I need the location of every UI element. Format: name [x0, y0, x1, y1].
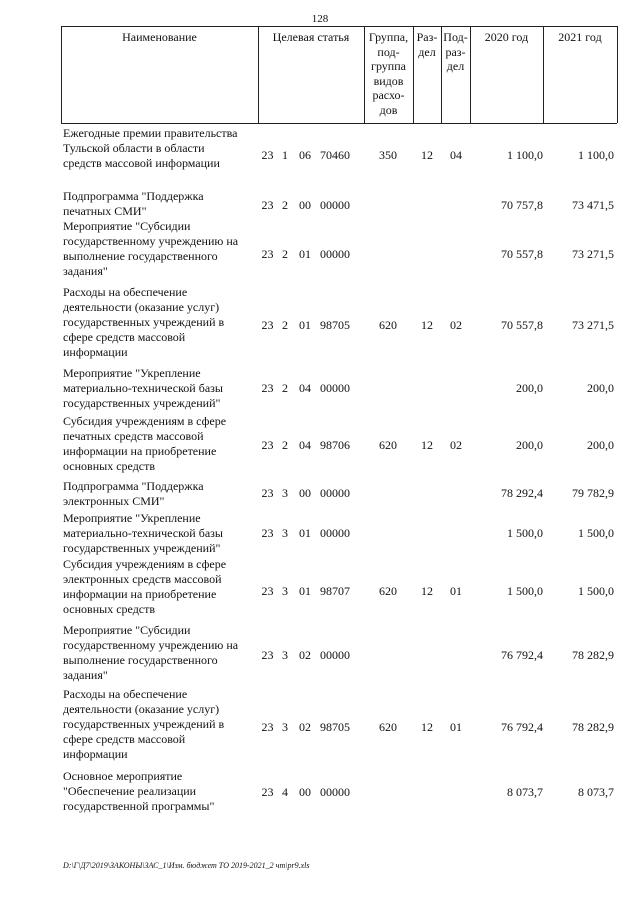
row-value-2020: 70 557,8 [501, 247, 543, 261]
row-name: Субсидия учреждениям в сфере печатных средств массовой информации на приобретение основных средств [63, 414, 227, 473]
row-section: 12 [421, 438, 433, 452]
row-value-2020: 200,0 [516, 438, 543, 452]
row-target-direction: 00000 [320, 526, 350, 540]
row-value-2021: 200,0 [587, 381, 614, 395]
row-target-program: 23 [261, 720, 274, 734]
row-subsection: 02 [450, 318, 462, 332]
row-name: Мероприятие "Субсидии государственному учреждению на выполнение государственного задания" [63, 219, 239, 278]
row-target-subprogram: 4 [282, 785, 288, 799]
row-target-event: 01 [299, 584, 311, 598]
table-top-border [61, 26, 617, 27]
row-target-subprogram: 3 [282, 648, 288, 662]
row-target-direction: 98705 [320, 318, 350, 332]
row-value-2021: 78 282,9 [572, 720, 614, 734]
row-section: 12 [421, 318, 433, 332]
row-target-event: 00 [299, 486, 311, 500]
row-target-subprogram: 2 [282, 198, 288, 212]
row-target-direction: 00000 [320, 198, 350, 212]
row-value-2021: 79 782,9 [572, 486, 614, 500]
row-target-event: 04 [299, 381, 311, 395]
row-target-subprogram: 2 [282, 438, 288, 452]
row-name: Мероприятие "Укрепление материально-технической базы государственных учреждений" [63, 511, 223, 555]
row-target-subprogram: 2 [282, 247, 288, 261]
row-target-event: 00 [299, 198, 311, 212]
row-expense-group: 350 [379, 148, 397, 162]
row-subsection: 02 [450, 438, 462, 452]
row-value-2021: 1 100,0 [578, 148, 614, 162]
row-target-subprogram: 3 [282, 526, 288, 540]
row-expense-group: 620 [379, 438, 397, 452]
row-target-direction: 98707 [320, 584, 350, 598]
row-target-event: 00 [299, 785, 311, 799]
row-target-program: 23 [261, 526, 274, 540]
row-value-2020: 1 100,0 [507, 148, 543, 162]
row-target-direction: 00000 [320, 381, 350, 395]
row-name: Субсидия учреждениям в сфере электронных средств массовой информации на приобретение основных средств [63, 557, 227, 616]
row-target-event: 02 [299, 720, 311, 734]
row-subsection: 04 [450, 148, 462, 162]
row-target-direction: 00000 [320, 486, 350, 500]
row-target-direction: 98706 [320, 438, 350, 452]
row-name: Мероприятие "Укрепление материально-технической базы государственных учреждений" [63, 366, 223, 410]
row-value-2020: 200,0 [516, 381, 543, 395]
row-value-2020: 70 757,8 [501, 198, 543, 212]
row-target-event: 06 [299, 148, 311, 162]
row-value-2021: 200,0 [587, 438, 614, 452]
row-target-subprogram: 3 [282, 720, 288, 734]
row-value-2020: 8 073,7 [507, 785, 543, 799]
row-target-direction: 98705 [320, 720, 350, 734]
row-value-2021: 73 271,5 [572, 318, 614, 332]
row-target-event: 01 [299, 318, 311, 332]
header-year-2020: 2020 год [484, 30, 529, 44]
row-subsection: 01 [450, 584, 462, 598]
row-target-subprogram: 1 [282, 148, 288, 162]
row-target-direction: 00000 [320, 247, 350, 261]
row-target-program: 23 [261, 785, 274, 799]
row-value-2021: 1 500,0 [578, 584, 614, 598]
row-section: 12 [421, 148, 433, 162]
row-expense-group: 620 [379, 720, 397, 734]
row-name: Подпрограмма "Поддержка электронных СМИ" [63, 479, 204, 508]
row-value-2020: 1 500,0 [507, 526, 543, 540]
row-target-program: 23 [261, 381, 274, 395]
row-value-2020: 78 292,4 [501, 486, 543, 500]
row-value-2020: 76 792,4 [501, 720, 543, 734]
row-target-program: 23 [261, 486, 274, 500]
row-target-subprogram: 3 [282, 584, 288, 598]
header-bottom-border [61, 123, 617, 124]
row-name: Расходы на обеспечение деятельности (оказание услуг) государственных учреждений в сфере средств массовой информации [63, 285, 225, 359]
row-name: Мероприятие "Субсидии государственному учреждению на выполнение государственного задания" [63, 623, 239, 682]
row-target-program: 23 [261, 438, 274, 452]
row-target-event: 04 [299, 438, 311, 452]
row-target-program: 23 [261, 198, 274, 212]
row-value-2021: 8 073,7 [578, 785, 614, 799]
row-target-direction: 00000 [320, 785, 350, 799]
row-name: Подпрограмма "Поддержка печатных СМИ" [63, 189, 204, 218]
row-value-2020: 76 792,4 [501, 648, 543, 662]
row-subsection: 01 [450, 720, 462, 734]
row-section: 12 [421, 584, 433, 598]
header-name: Наименование [122, 30, 197, 44]
page-number: 128 [311, 13, 329, 25]
row-value-2021: 73 271,5 [572, 247, 614, 261]
row-name: Основное мероприятие "Обеспечение реализации государственной программы" [63, 769, 215, 813]
row-target-program: 23 [261, 648, 274, 662]
row-expense-group: 620 [379, 318, 397, 332]
row-name: Ежегодные премии правительства Тульской области в области средств массовой информации [63, 126, 238, 170]
header-year-2021: 2021 год [558, 30, 602, 44]
header-divider [617, 26, 618, 123]
row-target-program: 23 [261, 247, 274, 261]
row-target-subprogram: 2 [282, 318, 288, 332]
row-target-program: 23 [261, 318, 274, 332]
row-target-event: 01 [299, 247, 311, 261]
row-value-2020: 1 500,0 [507, 584, 543, 598]
row-target-direction: 00000 [320, 648, 350, 662]
row-target-event: 01 [299, 526, 311, 540]
header-section: Раз- дел [416, 30, 438, 59]
row-name: Расходы на обеспечение деятельности (оказание услуг) государственных учреждений в сфере средств массовой информации [63, 687, 225, 761]
row-section: 12 [421, 720, 433, 734]
row-value-2021: 1 500,0 [578, 526, 614, 540]
header-subsection: Под- раз- дел [443, 30, 468, 73]
row-expense-group: 620 [379, 584, 397, 598]
row-target-subprogram: 2 [282, 381, 288, 395]
row-value-2020: 70 557,8 [501, 318, 543, 332]
row-target-direction: 70460 [320, 148, 350, 162]
row-target-program: 23 [261, 584, 274, 598]
row-target-subprogram: 3 [282, 486, 288, 500]
row-value-2021: 78 282,9 [572, 648, 614, 662]
row-target-event: 02 [299, 648, 311, 662]
row-value-2021: 73 471,5 [572, 198, 614, 212]
header-expense-group: Группа, под- группа видов расхо- дов [368, 30, 409, 117]
file-path-footer: D:\Г\Д7\2019\ЗАКОНЫ\ЗАС_1\Изм. бюджет ТО 2019-2021_2 чт\pr9.xls [63, 861, 310, 870]
header-target-article: Целевая статья [272, 30, 350, 44]
row-target-program: 23 [261, 148, 274, 162]
